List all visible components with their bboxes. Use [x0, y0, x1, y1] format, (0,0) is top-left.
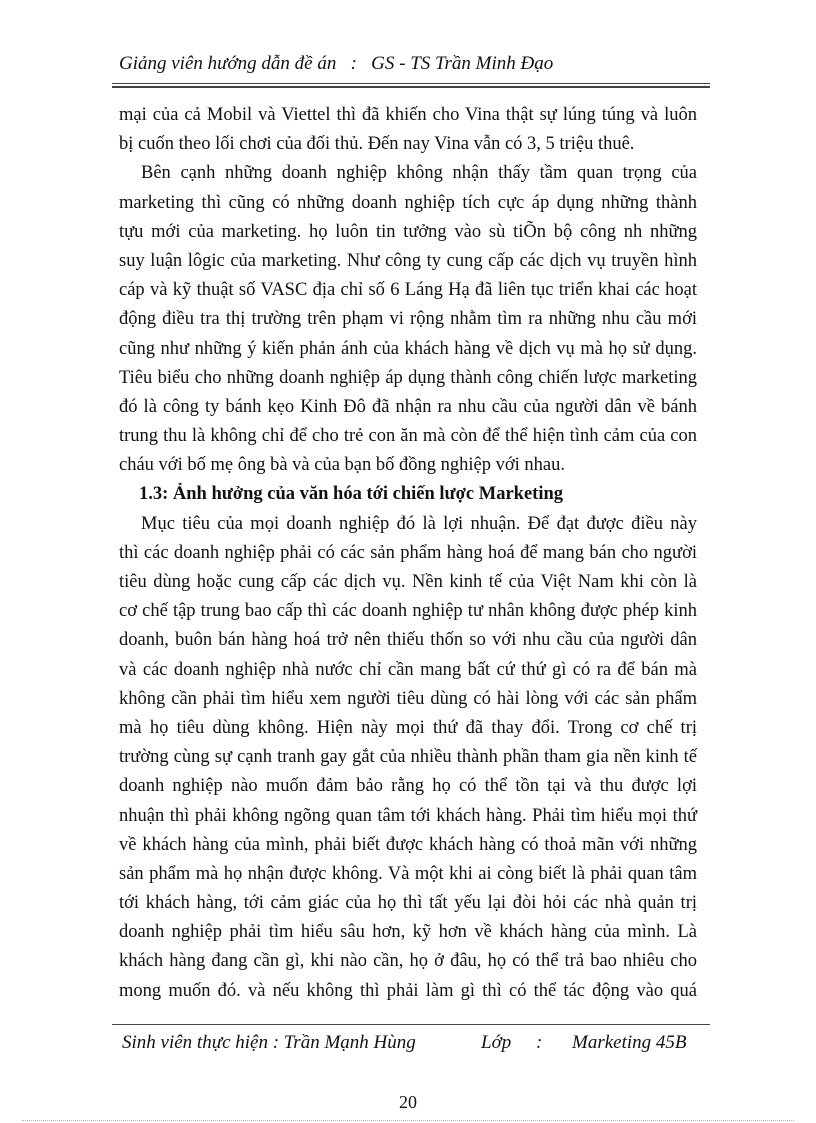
body-line: suy luận lôgic của marketing. Như công ty cung cấp các dịch vụ truyền hình — [119, 250, 697, 271]
body-line: tiêu dùng hoặc cung cấp các dịch vụ. Nền kinh tế của Việt Nam khi còn là — [119, 572, 697, 592]
body-line: bị cuốn theo lối chơi của đối thủ. Đến nay Vina vẫn có 3, 5 triệu thuê. — [119, 134, 635, 155]
body-line: mong muốn đó. và nếu không thì phải làm gì thì có thể tác động vào quá — [119, 980, 697, 1001]
body-line: khách hàng đang cần gì, khi nào cần, họ ở đâu, họ có thể trả bao nhiêu cho — [119, 951, 697, 972]
body-line: marketing thì cũng có những doanh nghiệp tích cực áp dụng những thành — [119, 192, 697, 213]
page-header: Giảng viên hướng dẫn đề án : GS - TS Trần Minh Đạo — [119, 53, 554, 74]
body-line: Tiêu biểu cho những doanh nghiệp áp dụng thành công chiến lược marketing — [119, 367, 697, 388]
body-line: doanh nghiệp phải tìm hiểu sâu hơn, kỹ hơn về khách hàng của mình. Là — [119, 922, 697, 943]
page-bottom-border — [22, 1120, 794, 1121]
body-line: mà họ tiêu dùng không. Hiện này mọi thứ đã thay đổi. Trong cơ chế trị — [119, 717, 697, 738]
body-line: đó là công ty bánh kẹo Kinh Đô đã nhận ra nhu cầu của người dân về bánh — [119, 396, 697, 417]
header-rule — [112, 83, 710, 84]
page-number: 20 — [399, 1092, 417, 1112]
body-line: trung thu là không chỉ để cho trẻ con ăn mà còn để thể hiện tình cảm của con — [119, 426, 697, 447]
body-line: trường cùng sự cạnh tranh gay gắt của nhiều thành phần tham gia nền kinh tế — [119, 747, 697, 768]
body-line: về khách hàng của mình, phải biết được khách hàng có thoả mãn với những — [119, 834, 697, 855]
body-line: Mục tiêu của mọi doanh nghiệp đó là lợi nhuận. Để đạt được điều này — [141, 513, 697, 534]
body-line: cũng như những ý kiến phản ánh của khách hàng về dịch vụ mà họ sử dụng. — [119, 338, 697, 359]
body-line: doanh, buôn bán hàng hoá trở nên thiếu thốn so với nhu cầu của người dân — [119, 630, 697, 651]
footer-rule — [112, 1024, 710, 1025]
body-text — [119, 101, 697, 1006]
header-rule-double — [112, 86, 710, 88]
body-line: không cần phải tìm hiểu xem người tiêu dùng có hài lòng với các sản phẩm — [119, 688, 697, 709]
body-line: thì các doanh nghiệp phải có các sản phẩm hàng hoá để mang bán cho người — [119, 542, 697, 563]
footer-class-label: Lớp — [481, 1032, 512, 1053]
body-line: cháu với bố mẹ ông bà và của bạn bố đồng nghiệp với nhau. — [119, 455, 565, 476]
footer-student: Sinh viên thực hiện : Trần Mạnh Hùng — [122, 1032, 416, 1053]
body-line: nhuận thì phải không ngõng quan tâm tới khách hàng. Phải tìm hiểu mọi thứ — [119, 805, 697, 826]
body-line: sản phẩm mà họ nhận được không. Và một khi ai còng biết là phải quan tâm — [119, 863, 697, 884]
footer-class-value: Marketing 45B — [572, 1032, 687, 1053]
body-line: tới khách hàng, tới cảm giác của họ thì tất yếu lại đòi hỏi các nhà quản trị — [119, 893, 697, 914]
body-line: doanh nghiệp nào muốn đảm bảo rằng họ có thể tồn tại và thu được lợi — [119, 776, 697, 797]
section-heading: 1.3: Ảnh hưởng của văn hóa tới chiến lược Marketing — [139, 484, 563, 505]
footer-class-separator: : — [536, 1032, 543, 1053]
body-line: cáp và kỹ thuật số VASC địa chỉ số 6 Láng Hạ đã liên tục triển khai các hoạt — [119, 280, 697, 301]
body-line: cơ chế tập trung bao cấp thì các doanh nghiệp tư nhân không được phép kinh — [119, 601, 697, 622]
body-line: tựu mới của marketing. họ luôn tin tưởng vào sù tiÕn bộ công nh những — [119, 221, 697, 242]
body-line: mại của cả Mobil và Viettel thì đã khiến cho Vina thật sự lúng túng và luôn — [119, 105, 697, 125]
body-line: Bên cạnh những doanh nghiệp không nhận thấy tầm quan trọng của — [141, 163, 697, 184]
body-line: và các doanh nghiệp nhà nước chỉ cần mang bất cứ thứ gì có ra để bán mà — [119, 659, 697, 680]
body-line: động điều tra thị trường trên phạm vi rộng nhằm tìm ra những nhu cầu mới — [119, 309, 697, 330]
